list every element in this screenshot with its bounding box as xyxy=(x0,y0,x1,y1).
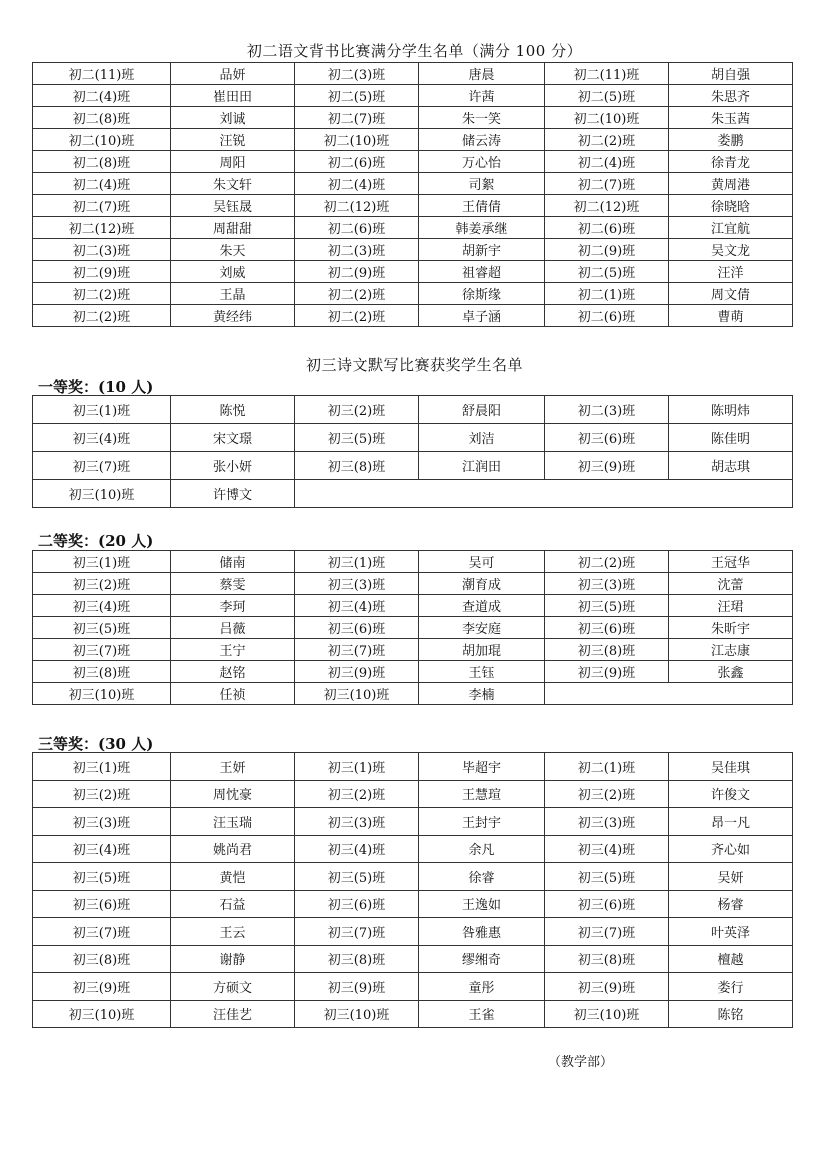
table-row xyxy=(33,261,793,283)
student-name-cell: 储南 xyxy=(171,551,295,573)
student-name-cell: 周忱豪 xyxy=(171,780,295,808)
student-name-cell: 江志康 xyxy=(669,639,793,661)
student-name-cell: 黄经纬 xyxy=(171,305,295,327)
student-name-cell: 吴佳琪 xyxy=(669,753,793,781)
student-name-cell: 王宁 xyxy=(171,639,295,661)
student-name-cell: 娄鹏 xyxy=(669,129,793,151)
class-cell: 初三(3)班 xyxy=(33,808,171,836)
class-cell: 初三(2)班 xyxy=(33,573,171,595)
class-cell: 初二(5)班 xyxy=(295,85,419,107)
student-name-cell: 谢静 xyxy=(171,945,295,973)
table-row xyxy=(33,452,793,480)
class-cell: 初三(2)班 xyxy=(295,396,419,424)
class-cell: 初二(4)班 xyxy=(295,173,419,195)
student-name-cell: 储云涛 xyxy=(419,129,545,151)
table-row xyxy=(33,129,793,151)
table-row xyxy=(33,239,793,261)
class-cell: 初三(5)班 xyxy=(295,863,419,891)
table-row xyxy=(33,973,793,1001)
student-name-cell: 叶英泽 xyxy=(669,918,793,946)
student-name-cell: 许博文 xyxy=(171,480,295,508)
table-first-prize xyxy=(32,395,793,508)
student-name-cell: 朱玉茜 xyxy=(669,107,793,129)
student-name-cell: 张小妍 xyxy=(171,452,295,480)
student-name-cell: 王晶 xyxy=(171,283,295,305)
class-cell: 初三(9)班 xyxy=(545,452,669,480)
class-cell: 初三(4)班 xyxy=(545,835,669,863)
class-cell: 初二(5)班 xyxy=(545,261,669,283)
student-name-cell: 祖睿超 xyxy=(419,261,545,283)
class-cell: 初三(10)班 xyxy=(33,1000,171,1028)
student-name-cell: 缪缃奇 xyxy=(419,945,545,973)
student-name-cell: 吴文龙 xyxy=(669,239,793,261)
table-row xyxy=(33,753,793,781)
class-cell: 初三(8)班 xyxy=(295,945,419,973)
student-name-cell: 李楠 xyxy=(419,683,545,705)
third-prize-label: 三等奖：(30 人) xyxy=(38,735,154,753)
class-cell: 初三(9)班 xyxy=(33,973,171,1001)
class-cell: 初二(10)班 xyxy=(295,129,419,151)
class-cell: 初二(1)班 xyxy=(545,283,669,305)
table-row xyxy=(33,808,793,836)
class-cell: 初二(12)班 xyxy=(33,217,171,239)
class-cell: 初三(7)班 xyxy=(33,918,171,946)
class-cell: 初三(5)班 xyxy=(295,424,419,452)
class-cell: 初二(9)班 xyxy=(545,239,669,261)
student-name-cell: 王钰 xyxy=(419,661,545,683)
table-row xyxy=(33,945,793,973)
table-third-prize xyxy=(32,752,793,1028)
student-name-cell: 刘诚 xyxy=(171,107,295,129)
table-row xyxy=(33,780,793,808)
student-name-cell: 潮育成 xyxy=(419,573,545,595)
student-name-cell: 黄恺 xyxy=(171,863,295,891)
table-row xyxy=(33,173,793,195)
class-cell: 初二(3)班 xyxy=(295,63,419,85)
student-name-cell: 王慧瑄 xyxy=(419,780,545,808)
class-cell: 初二(8)班 xyxy=(33,151,171,173)
table-row xyxy=(33,835,793,863)
class-cell: 初三(4)班 xyxy=(33,835,171,863)
table-row xyxy=(33,85,793,107)
table-row xyxy=(33,863,793,891)
student-name-cell: 王妍 xyxy=(171,753,295,781)
class-cell: 初二(4)班 xyxy=(545,151,669,173)
class-cell: 初三(1)班 xyxy=(295,753,419,781)
student-name-cell: 沈蕾 xyxy=(669,573,793,595)
class-cell: 初二(7)班 xyxy=(545,173,669,195)
class-cell: 初二(3)班 xyxy=(295,239,419,261)
class-cell: 初三(8)班 xyxy=(295,452,419,480)
table-row xyxy=(33,551,793,573)
student-name-cell: 胡新宇 xyxy=(419,239,545,261)
student-name-cell: 刘洁 xyxy=(419,424,545,452)
student-name-cell: 汪珺 xyxy=(669,595,793,617)
student-name-cell: 王冠华 xyxy=(669,551,793,573)
class-cell: 初三(3)班 xyxy=(545,808,669,836)
table-row xyxy=(33,1000,793,1028)
student-name-cell: 吴妍 xyxy=(669,863,793,891)
class-cell: 初三(8)班 xyxy=(545,639,669,661)
class-cell: 初三(5)班 xyxy=(33,863,171,891)
class-cell: 初三(8)班 xyxy=(33,945,171,973)
class-cell: 初三(4)班 xyxy=(295,835,419,863)
student-name-cell: 吕薇 xyxy=(171,617,295,639)
class-cell: 初二(2)班 xyxy=(33,283,171,305)
class-cell: 初二(7)班 xyxy=(33,195,171,217)
table-full-score-students xyxy=(32,62,793,327)
student-name-cell: 卓子涵 xyxy=(419,305,545,327)
footer-department: （教学部） xyxy=(548,1055,614,1070)
class-cell: 初二(1)班 xyxy=(545,753,669,781)
class-cell: 初三(2)班 xyxy=(33,780,171,808)
student-name-cell: 徐晓晗 xyxy=(669,195,793,217)
table-row xyxy=(33,396,793,424)
student-name-cell: 陈明炜 xyxy=(669,396,793,424)
student-name-cell: 胡加琨 xyxy=(419,639,545,661)
student-name-cell: 昂一凡 xyxy=(669,808,793,836)
class-cell: 初二(10)班 xyxy=(545,107,669,129)
table-row xyxy=(33,107,793,129)
student-name-cell: 曹萌 xyxy=(669,305,793,327)
student-name-cell: 任祯 xyxy=(171,683,295,705)
student-name-cell: 司絮 xyxy=(419,173,545,195)
class-cell: 初三(8)班 xyxy=(545,945,669,973)
student-name-cell: 江润田 xyxy=(419,452,545,480)
class-cell: 初三(5)班 xyxy=(545,595,669,617)
student-name-cell: 江宜航 xyxy=(669,217,793,239)
class-cell: 初三(10)班 xyxy=(33,683,171,705)
class-cell: 初三(5)班 xyxy=(33,617,171,639)
class-cell: 初二(11)班 xyxy=(545,63,669,85)
table-second-prize xyxy=(32,550,793,705)
student-name-cell: 宋文璟 xyxy=(171,424,295,452)
table-row xyxy=(33,595,793,617)
class-cell: 初三(4)班 xyxy=(33,595,171,617)
student-name-cell: 吴钰晟 xyxy=(171,195,295,217)
class-cell: 初二(7)班 xyxy=(295,107,419,129)
student-name-cell: 赵铭 xyxy=(171,661,295,683)
class-cell: 初三(9)班 xyxy=(295,661,419,683)
table-row xyxy=(33,639,793,661)
class-cell: 初二(9)班 xyxy=(33,261,171,283)
student-name-cell: 王云 xyxy=(171,918,295,946)
student-name-cell: 石益 xyxy=(171,890,295,918)
class-cell: 初二(4)班 xyxy=(33,173,171,195)
class-cell: 初二(6)班 xyxy=(295,217,419,239)
student-name-cell: 刘威 xyxy=(171,261,295,283)
student-name-cell: 舒晨阳 xyxy=(419,396,545,424)
class-cell: 初二(6)班 xyxy=(545,217,669,239)
class-cell: 初二(2)班 xyxy=(33,305,171,327)
class-cell: 初二(3)班 xyxy=(33,239,171,261)
student-name-cell: 陈铭 xyxy=(669,1000,793,1028)
class-cell: 初三(7)班 xyxy=(295,918,419,946)
student-name-cell: 王雀 xyxy=(419,1000,545,1028)
student-name-cell: 汪佳艺 xyxy=(171,1000,295,1028)
student-name-cell: 方硕文 xyxy=(171,973,295,1001)
class-cell: 初二(12)班 xyxy=(545,195,669,217)
student-name-cell: 崔田田 xyxy=(171,85,295,107)
class-cell: 初三(7)班 xyxy=(545,918,669,946)
student-name-cell: 朱昕宇 xyxy=(669,617,793,639)
student-name-cell: 姚尚君 xyxy=(171,835,295,863)
class-cell: 初二(8)班 xyxy=(33,107,171,129)
class-cell: 初二(4)班 xyxy=(33,85,171,107)
student-name-cell: 周阳 xyxy=(171,151,295,173)
table-row xyxy=(33,661,793,683)
class-cell: 初三(4)班 xyxy=(33,424,171,452)
class-cell: 初三(5)班 xyxy=(545,863,669,891)
table-row xyxy=(33,573,793,595)
student-name-cell: 韩姜承继 xyxy=(419,217,545,239)
class-cell: 初三(3)班 xyxy=(545,573,669,595)
student-name-cell: 朱文轩 xyxy=(171,173,295,195)
class-cell: 初三(8)班 xyxy=(33,661,171,683)
table-row xyxy=(33,195,793,217)
student-name-cell: 周文倩 xyxy=(669,283,793,305)
class-cell: 初三(10)班 xyxy=(545,1000,669,1028)
class-cell: 初三(9)班 xyxy=(295,973,419,1001)
table-row xyxy=(33,217,793,239)
empty-cell xyxy=(545,683,793,705)
student-name-cell: 胡自强 xyxy=(669,63,793,85)
table-row xyxy=(33,918,793,946)
class-cell: 初三(2)班 xyxy=(545,780,669,808)
table-row xyxy=(33,63,793,85)
class-cell: 初三(6)班 xyxy=(295,617,419,639)
student-name-cell: 徐睿 xyxy=(419,863,545,891)
class-cell: 初三(1)班 xyxy=(33,551,171,573)
table-row xyxy=(33,683,793,705)
student-name-cell: 陈佳明 xyxy=(669,424,793,452)
student-name-cell: 朱思齐 xyxy=(669,85,793,107)
class-cell: 初三(9)班 xyxy=(545,661,669,683)
student-name-cell: 毕超宇 xyxy=(419,753,545,781)
student-name-cell: 品妍 xyxy=(171,63,295,85)
class-cell: 初二(2)班 xyxy=(545,551,669,573)
student-name-cell: 杨睿 xyxy=(669,890,793,918)
student-name-cell: 唐晨 xyxy=(419,63,545,85)
class-cell: 初二(9)班 xyxy=(295,261,419,283)
class-cell: 初三(1)班 xyxy=(33,396,171,424)
student-name-cell: 许茜 xyxy=(419,85,545,107)
table-row xyxy=(33,283,793,305)
class-cell: 初二(2)班 xyxy=(295,305,419,327)
class-cell: 初三(1)班 xyxy=(33,753,171,781)
class-cell: 初二(11)班 xyxy=(33,63,171,85)
student-name-cell: 万心怡 xyxy=(419,151,545,173)
student-name-cell: 余凡 xyxy=(419,835,545,863)
student-name-cell: 王逸如 xyxy=(419,890,545,918)
student-name-cell: 李安庭 xyxy=(419,617,545,639)
class-cell: 初三(2)班 xyxy=(295,780,419,808)
student-name-cell: 童彤 xyxy=(419,973,545,1001)
class-cell: 初三(9)班 xyxy=(545,973,669,1001)
second-prize-label: 二等奖：(20 人) xyxy=(38,532,154,550)
class-cell: 初三(6)班 xyxy=(295,890,419,918)
table-row xyxy=(33,480,793,508)
student-name-cell: 胡志琪 xyxy=(669,452,793,480)
class-cell: 初三(6)班 xyxy=(545,890,669,918)
class-cell: 初三(7)班 xyxy=(33,639,171,661)
class-cell: 初三(3)班 xyxy=(295,573,419,595)
table-row xyxy=(33,890,793,918)
class-cell: 初三(10)班 xyxy=(295,683,419,705)
class-cell: 初三(6)班 xyxy=(545,617,669,639)
student-name-cell: 陈悦 xyxy=(171,396,295,424)
student-name-cell: 王倩倩 xyxy=(419,195,545,217)
title-poetry-dictation: 初三诗文默写比赛获奖学生名单 xyxy=(305,356,523,374)
student-name-cell: 蔡雯 xyxy=(171,573,295,595)
student-name-cell: 王封宇 xyxy=(419,808,545,836)
title-chinese-recitation: 初二语文背书比赛满分学生名单（满分 100 分） xyxy=(246,42,583,60)
empty-cell xyxy=(295,480,793,508)
class-cell: 初二(6)班 xyxy=(545,305,669,327)
table-row xyxy=(33,424,793,452)
table-row xyxy=(33,151,793,173)
first-prize-label: 一等奖：(10 人) xyxy=(38,378,154,396)
class-cell: 初三(3)班 xyxy=(295,808,419,836)
student-name-cell: 朱天 xyxy=(171,239,295,261)
class-cell: 初三(6)班 xyxy=(545,424,669,452)
student-name-cell: 檀越 xyxy=(669,945,793,973)
student-name-cell: 李珂 xyxy=(171,595,295,617)
student-name-cell: 娄行 xyxy=(669,973,793,1001)
student-name-cell: 朱一笑 xyxy=(419,107,545,129)
class-cell: 初三(10)班 xyxy=(33,480,171,508)
class-cell: 初二(3)班 xyxy=(545,396,669,424)
student-name-cell: 周甜甜 xyxy=(171,217,295,239)
class-cell: 初二(10)班 xyxy=(33,129,171,151)
student-name-cell: 张鑫 xyxy=(669,661,793,683)
student-name-cell: 查道成 xyxy=(419,595,545,617)
class-cell: 初二(12)班 xyxy=(295,195,419,217)
class-cell: 初三(7)班 xyxy=(33,452,171,480)
table-row xyxy=(33,305,793,327)
class-cell: 初三(4)班 xyxy=(295,595,419,617)
class-cell: 初二(2)班 xyxy=(295,283,419,305)
table-row xyxy=(33,617,793,639)
student-name-cell: 徐斯缘 xyxy=(419,283,545,305)
student-name-cell: 咎雅惠 xyxy=(419,918,545,946)
student-name-cell: 许俊文 xyxy=(669,780,793,808)
class-cell: 初二(6)班 xyxy=(295,151,419,173)
student-name-cell: 黄周港 xyxy=(669,173,793,195)
class-cell: 初三(10)班 xyxy=(295,1000,419,1028)
student-name-cell: 汪玉瑞 xyxy=(171,808,295,836)
class-cell: 初二(2)班 xyxy=(545,129,669,151)
class-cell: 初二(5)班 xyxy=(545,85,669,107)
class-cell: 初三(6)班 xyxy=(33,890,171,918)
student-name-cell: 徐青龙 xyxy=(669,151,793,173)
class-cell: 初三(7)班 xyxy=(295,639,419,661)
student-name-cell: 吴可 xyxy=(419,551,545,573)
student-name-cell: 汪锐 xyxy=(171,129,295,151)
student-name-cell: 齐心如 xyxy=(669,835,793,863)
class-cell: 初三(1)班 xyxy=(295,551,419,573)
student-name-cell: 汪洋 xyxy=(669,261,793,283)
